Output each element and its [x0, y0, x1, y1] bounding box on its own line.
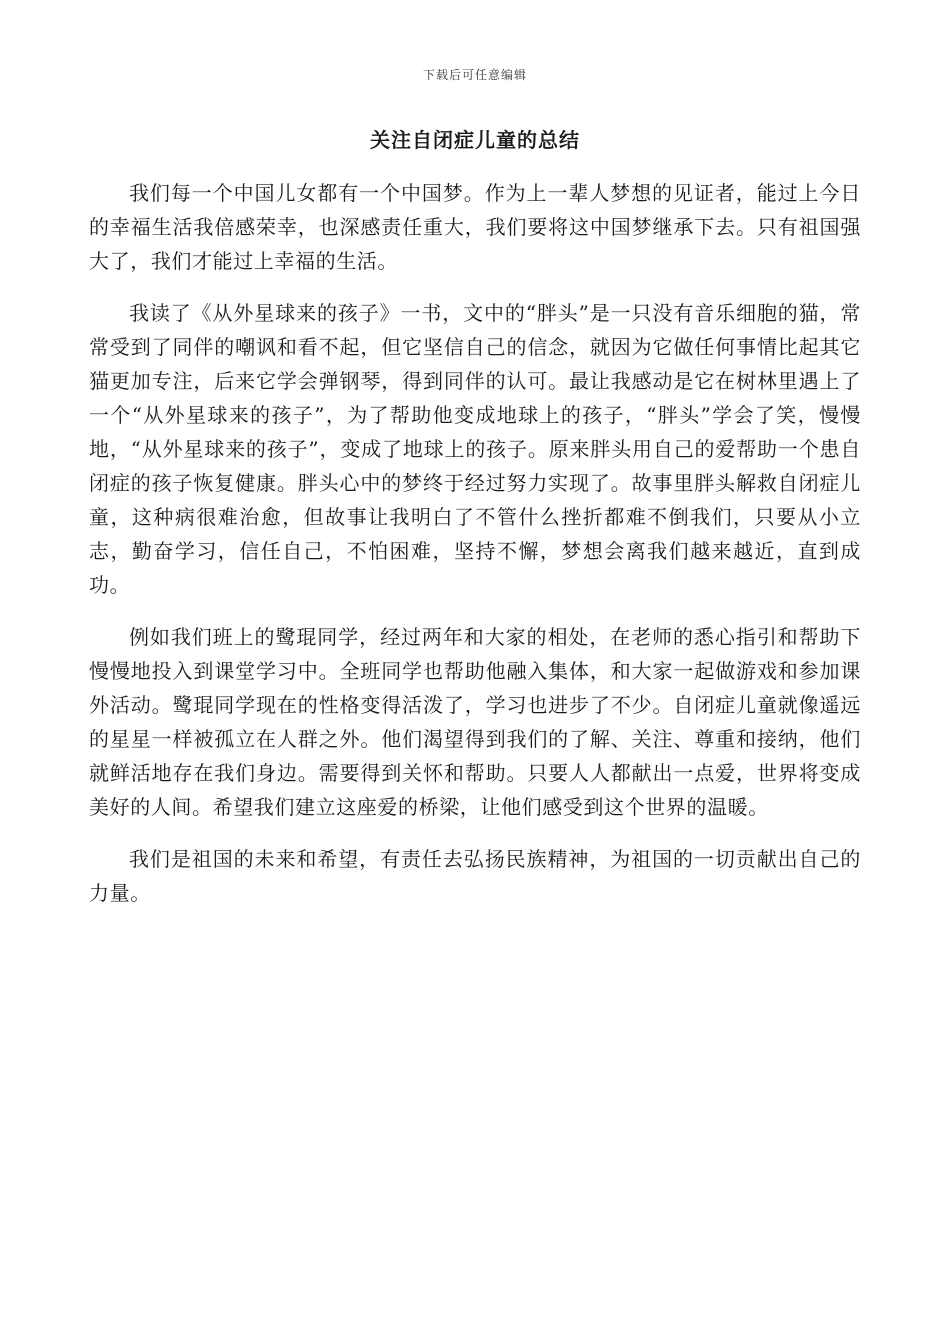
- header-note: 下载后可任意编辑: [422, 68, 527, 82]
- paragraph: 例如我们班上的鹭琨同学，经过两年和大家的相处，在老师的悉心指引和帮助下慢慢地投入到课堂学习中。全班同学也帮助他融入集体，和大家一起做游戏和参加课外活动。鹭琨同学现在的性格变得活泼了，学习也进步了不少。自闭症儿童就像遥远的星星一样被孤立在人群之外。他们渴望得到我们的了解、关注、尊重和接纳，他们就鲜活地存在我们身边。需要得到关怀和帮助。只要人人都献出一点爱，世界将变成美好的人间。希望我们建立这座爱的桥梁，让他们感受到这个世界的温暖。: [89, 625, 861, 819]
- paragraph: 我读了《从外星球来的孩子》一书，文中的“胖头”是一只没有音乐细胞的猫，常常受到了同伴的嘲讽和看不起，但它坚信自己的信念，就因为它做任何事情比起其它猫更加专注，后来它学会弹钢琴，得到同伴的认可。最让我感动是它在树林里遇上了一个“从外星球来的孩子”，为了帮助他变成地球上的孩子，“胖头”学会了笑，慢慢地，“从外星球来的孩子”，变成了地球上的孩子。原来胖头用自己的爱帮助一个患自闭症的孩子恢复健康。胖头心中的梦终于经过努力实现了。故事里胖头解救自闭症儿童，这种病很难治愈，但故事让我明白了不管什么挫折都难不倒我们，只要从小立志，勤奋学习，信任自己，不怕困难，坚持不懈，梦想会离我们越来越近，直到成功。: [89, 301, 861, 597]
- paragraph: 我们是祖国的未来和希望，有责任去弘扬民族精神，为祖国的一切贡献出自己的力量。: [89, 847, 861, 905]
- paragraph: 我们每一个中国儿女都有一个中国梦。作为上一辈人梦想的见证者，能过上今日的幸福生活我倍感荣幸，也深感责任重大，我们要将这中国梦继承下去。只有祖国强大了，我们才能过上幸福的生活。: [89, 181, 861, 273]
- document-title: 关注自闭症儿童的总结: [370, 128, 580, 152]
- document-body: [89, 176, 861, 928]
